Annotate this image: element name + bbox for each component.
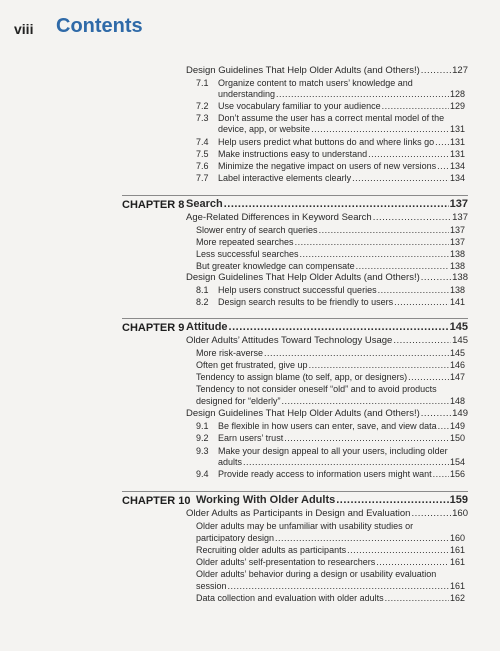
subsection-text: Older adults may be unfamiliar with usability studies or [196,521,414,531]
toc-section: Older Adults’ Attitudes Toward Technology Usage ..... 145 [186,335,468,346]
toc-item: understanding ..... 128 [218,89,465,100]
item-number: 7.7 [196,173,209,183]
toc-section: Design Guidelines That Help Older Adults (and Others!) ..... 127 [186,65,468,76]
chapter-title-row: Attitude ..... 145 [186,321,468,334]
item-number: 7.6 [196,161,209,171]
item-number: 7.2 [196,101,209,111]
toc-section: Age-Related Differences in Keyword Search ..... 137 [186,212,468,223]
toc-subsection: Less successful searches ..... 138 [196,249,465,260]
toc-subsection: session ..... 161 [196,581,465,592]
toc-subsection: Data collection and evaluation with older adults ..... 162 [196,593,465,604]
item-number: 9.4 [196,469,209,479]
chapter-title-row: Search ..... 137 [186,198,468,211]
toc-subsection: Recruiting older adults as participants ..... 161 [196,545,465,556]
toc-subsection: Older adults’ self-presentation to researchers ..... 161 [196,557,465,568]
toc-item: Help users predict what buttons do and where links go ..... 131 [218,137,465,148]
toc-item: Make instructions easy to understand ..... 131 [218,149,465,160]
toc-subsection: Slower entry of search queries ..... 137 [196,225,465,236]
chapter-label: CHAPTER 8 [122,199,185,211]
subsection-text: Older adults’ behavior during a design or usability evaluation [196,569,437,579]
page-number: viii [14,21,34,37]
item-text: Don’t assume the user has a correct mental model of the [218,113,445,123]
toc-section: Older Adults as Participants in Design and Evaluation ..... 160 [186,508,468,519]
item-number: 7.1 [196,78,209,88]
toc-item: device, app, or website ..... 131 [218,124,465,135]
subsection-text: Tendency to not consider oneself “old” and to avoid products [196,384,437,394]
page-title: Contents [56,15,143,37]
item-number: 7.5 [196,149,209,159]
item-number: 8.1 [196,285,209,295]
toc-subsection: But greater knowledge can compensate ..... 138 [196,261,465,272]
item-text: Organize content to match users’ knowledge and [218,78,413,88]
item-number: 8.2 [196,297,209,307]
item-number: 9.1 [196,421,209,431]
toc-item: Earn users’ trust ..... 150 [218,433,465,444]
toc-item: Design search results to be friendly to users ..... 141 [218,297,465,308]
item-number: 9.2 [196,433,209,443]
toc-section: Design Guidelines That Help Older Adults (and Others!) ..... 149 [186,408,468,419]
chapter-divider [122,318,468,319]
toc-section: Design Guidelines That Help Older Adults (and Others!) ..... 138 [186,272,468,283]
chapter-divider [122,195,468,196]
item-number: 7.4 [196,137,209,147]
toc-item: Label interactive elements clearly ..... 134 [218,173,465,184]
chapter-title-row: Working With Older Adults ..... 159 [196,494,468,507]
toc-subsection: Tendency to assign blame (to self, app, or designers) ..... 147 [196,372,465,383]
toc-item: adults ..... 154 [218,457,465,468]
toc-item: Be flexible in how users can enter, save, and view data ..... 149 [218,421,465,432]
item-number: 9.3 [196,446,209,456]
toc-subsection: More repeated searches ..... 137 [196,237,465,248]
toc-item: Help users construct successful queries ..... 138 [218,285,465,296]
page-header [0,14,500,42]
chapter-divider [122,491,468,492]
toc-subsection: Often get frustrated, give up ..... 146 [196,360,465,371]
chapter-label: CHAPTER 9 [122,322,185,334]
toc-item: Minimize the negative impact on users of new versions ..... 134 [218,161,465,172]
item-text: Make your design appeal to all your users, including older [218,446,448,456]
item-number: 7.3 [196,113,209,123]
toc-subsection: designed for “elderly” ..... 148 [196,396,465,407]
toc-subsection: More risk-averse ..... 145 [196,348,465,359]
toc-item: Provide ready access to information users might want ..... 156 [218,469,465,480]
chapter-label: CHAPTER 10 [122,495,191,507]
toc-item: Use vocabulary familiar to your audience ..... 129 [218,101,465,112]
toc-subsection: participatory design ..... 160 [196,533,465,544]
